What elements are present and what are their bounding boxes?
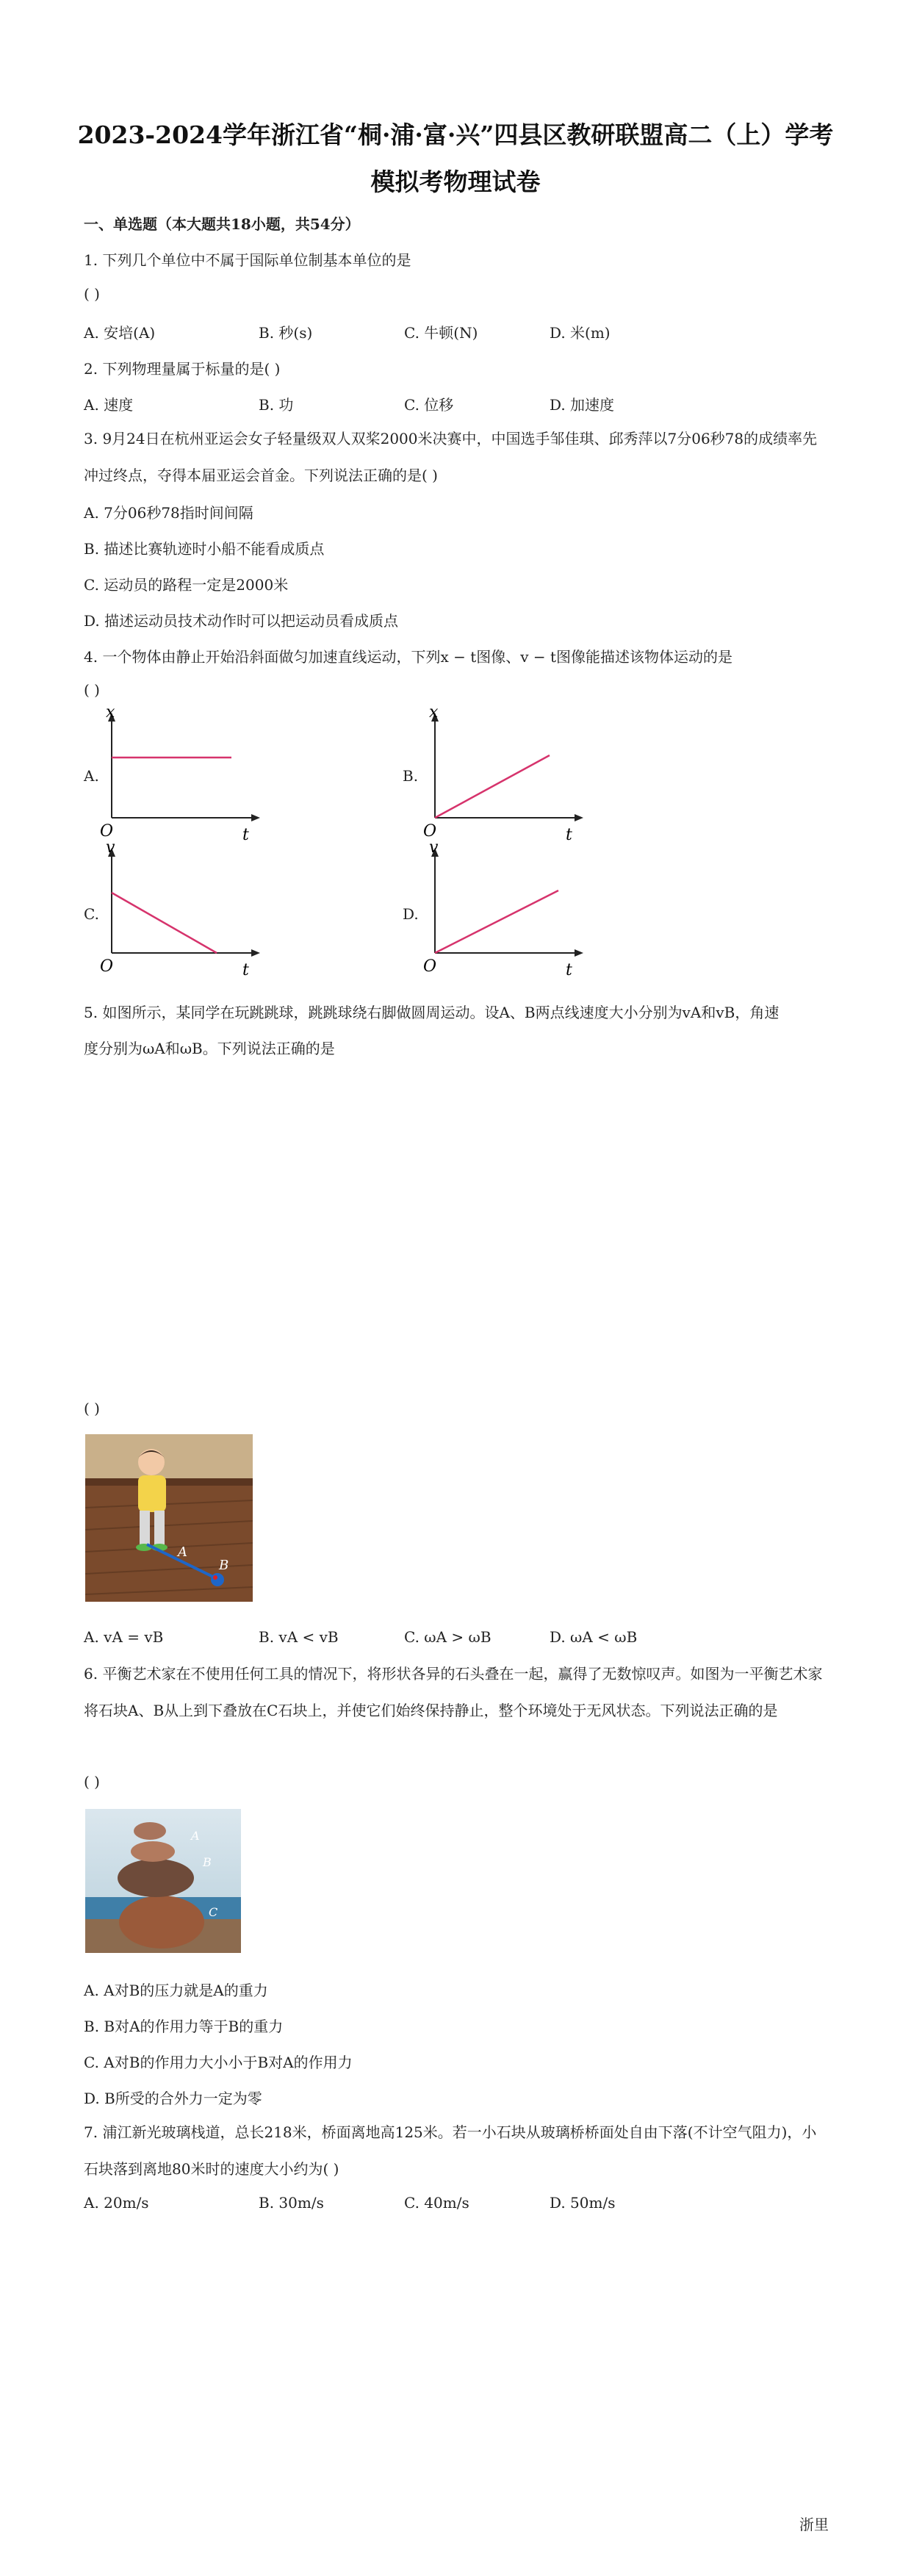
- graph-a-y-label: x: [106, 704, 115, 722]
- q2-option-c: C. 位移: [404, 396, 454, 414]
- graph-c-y-label: v: [106, 839, 115, 857]
- q4-graph-b-label: B.: [403, 767, 419, 785]
- q1-paren: ( ): [84, 285, 100, 303]
- q5-option-d: D. ωA < ωB: [550, 1628, 638, 1646]
- paper-title-line2: 模拟考物理试卷: [370, 168, 541, 196]
- q5-paren: ( ): [84, 1400, 100, 1417]
- q5-photo-label-b: B: [219, 1558, 229, 1573]
- graph-a-x-arrow: [251, 814, 260, 821]
- q4-graph-d-label: D.: [403, 905, 419, 923]
- q3-option-b: B. 描述比赛轨迹时小船不能看成质点: [84, 540, 325, 558]
- q1-option-b: B. 秒(s): [259, 324, 313, 342]
- q4-graph-a-label: A.: [84, 767, 99, 785]
- graph-b-y-label: x: [429, 704, 439, 722]
- paper-title-line1: 2023-2024学年浙江省“桐·浦·富·兴”四县区教研联盟高二（上）学考: [77, 120, 834, 149]
- q7-option-c: C. 40m/s: [404, 2194, 469, 2212]
- q4-graph-a: [96, 704, 272, 851]
- q6-option-a: A. A对B的压力就是A的重力: [84, 1982, 268, 1999]
- q6-photo-label-c: C: [209, 1905, 218, 1919]
- q5-photo-label-a: A: [178, 1544, 187, 1560]
- graph-c-x-label: t: [242, 961, 249, 979]
- q2-option-a: A. 速度: [84, 396, 134, 414]
- graph-a-x-label: t: [242, 826, 249, 844]
- q5-option-c: C. ωA > ωB: [404, 1628, 491, 1646]
- q1-stem: 1. 下列几个单位中不属于国际单位制基本单位的是: [84, 251, 411, 269]
- q2-option-d: D. 加速度: [550, 396, 615, 414]
- q5-photo: [85, 1434, 253, 1602]
- q6-photo: [85, 1809, 241, 1953]
- graph-c-curve: [112, 893, 217, 953]
- q7-option-a: A. 20m/s: [84, 2194, 149, 2212]
- graph-b-x-label: t: [566, 826, 572, 844]
- q2-option-b: B. 功: [259, 396, 294, 414]
- section-heading: 一、单选题（本大题共18小题，共54分）: [84, 215, 360, 233]
- graph-d-x-label: t: [566, 961, 572, 979]
- q4-graph-d: [419, 839, 595, 986]
- q1-option-d: D. 米(m): [550, 324, 611, 342]
- q3-option-d: D. 描述运动员技术动作时可以把运动员看成质点: [84, 612, 399, 630]
- q3-stem: 3. 9月24日在杭州亚运会女子轻量级双人双桨2000米决赛中，中国选手邹佳琪、邱秀萍以7分06秒78的成绩率先冲过终点，夺得本届亚运会首金。下列说法正确的是( ): [84, 430, 818, 484]
- q7-stem: 7. 浦江新光玻璃栈道，总长218米，桥面离地高125米。若一小石块从玻璃桥桥面处自由下落(不计空气阻力)，小石块落到离地80米时的速度大小约为( ): [84, 2123, 817, 2178]
- q6-stem: 6. 平衡艺术家在不使用任何工具的情况下，将形状各异的石头叠在一起，赢得了无数惊叹声。如图为一平衡艺术家将石块A、B从上到下叠放在C石块上，并使它们始终保持静止，整个环境处于无风状态。下列说法正确的是: [84, 1665, 823, 1719]
- q2-stem: 2. 下列物理量属于标量的是( ): [84, 360, 281, 378]
- footer-mark: 浙里: [799, 2516, 829, 2533]
- graph-d-curve: [435, 891, 558, 953]
- q5-stem-line2: 度分别为ωA和ωB。下列说法正确的是: [84, 1040, 335, 1057]
- q4-paren: ( ): [84, 681, 100, 699]
- graph-c-x-arrow: [251, 949, 260, 957]
- q6-photo-label-b: B: [203, 1855, 212, 1869]
- q4-graph-b: [419, 704, 595, 851]
- q5-stem-line1: 5. 如图所示，某同学在玩跳跳球，跳跳球绕右脚做圆周运动。设A、B两点线速度大小分别为vA和vB，角速: [84, 1004, 779, 1021]
- q6-option-b: B. B对A的作用力等于B的重力: [84, 2018, 284, 2035]
- q6-paren: ( ): [84, 1773, 100, 1791]
- q3-option-a: A. 7分06秒78指时间间隔: [84, 504, 253, 522]
- graph-d-y-label: v: [429, 839, 439, 857]
- q5-option-b: B. vA < vB: [259, 1628, 339, 1646]
- q4-graph-c: [96, 839, 272, 986]
- q6-option-d: D. B所受的合外力一定为零: [84, 2090, 262, 2107]
- graph-b-curve: [435, 755, 550, 818]
- q7-option-d: D. 50m/s: [550, 2194, 616, 2212]
- graph-d-x-arrow: [575, 949, 583, 957]
- graph-d-origin: O: [423, 957, 437, 976]
- q3-option-c: C. 运动员的路程一定是2000米: [84, 576, 289, 594]
- q6-photo-label-a: A: [191, 1829, 200, 1843]
- graph-a-origin: O: [100, 822, 114, 841]
- q1-option-a: A. 安培(A): [84, 324, 156, 342]
- q4-stem: 4. 一个物体由静止开始沿斜面做匀加速直线运动，下列x − t图像、v − t图像能描述该物体运动的是: [84, 648, 733, 666]
- q6-option-c: C. A对B的作用力大小小于B对A的作用力: [84, 2054, 353, 2071]
- q5-option-a: A. vA = vB: [84, 1628, 164, 1646]
- graph-c-origin: O: [100, 957, 114, 976]
- graph-b-origin: O: [423, 822, 437, 841]
- graph-b-x-arrow: [575, 814, 583, 821]
- q7-option-b: B. 30m/s: [259, 2194, 324, 2212]
- q4-graph-c-label: C.: [84, 905, 99, 923]
- q1-option-c: C. 牛顿(N): [404, 324, 478, 342]
